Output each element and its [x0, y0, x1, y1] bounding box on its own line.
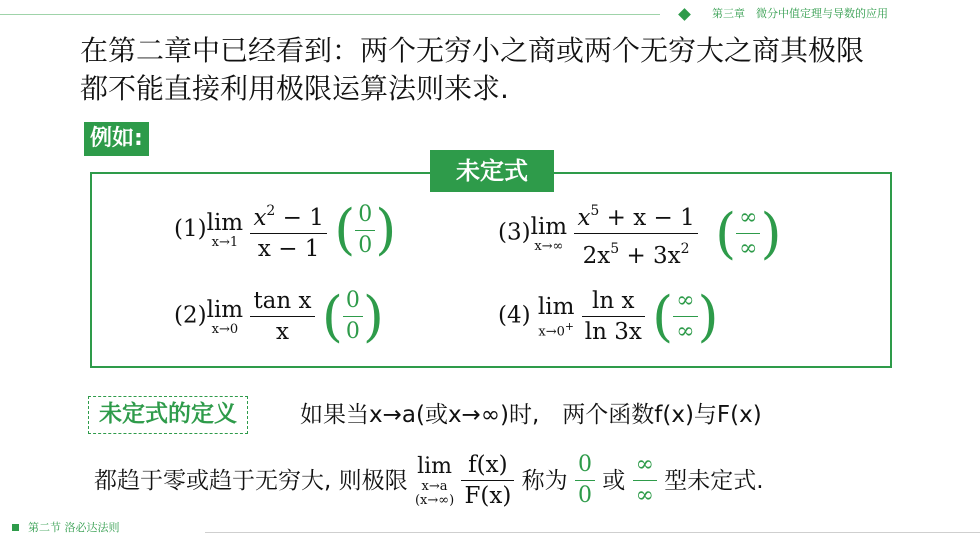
intro-line-1: 在第二章中已经看到：两个无穷小之商或两个无穷大之商其极限	[80, 34, 865, 67]
example-3-type-left-paren: (	[715, 201, 737, 265]
example-4-type: $\frac{\infty}{\infty}$	[673, 286, 697, 347]
bottom-divider	[205, 532, 980, 533]
diamond-icon	[678, 8, 691, 21]
example-1-type: $\frac{0}{0}$	[355, 200, 375, 261]
example-2-fraction: $\frac{\text{tan x}}{x}$	[250, 286, 314, 347]
example-4-number: (4)	[498, 302, 538, 329]
example-4-type-right-paren: )	[697, 284, 719, 348]
intro-line-2: 都不能直接利用极限运算法则来求.	[80, 72, 509, 105]
example-4	[498, 286, 719, 347]
definition-or: 或	[602, 467, 626, 494]
example-2-type-right-paren: )	[362, 284, 384, 348]
example-2-lim: lim x→0	[206, 296, 244, 337]
chapter-title: 第三章 微分中值定理与导数的应用	[712, 7, 888, 20]
definition-type-zero: $\frac{0}{0}$	[575, 450, 595, 511]
example-4-type-left-paren: (	[652, 284, 674, 348]
example-3	[498, 196, 782, 271]
example-4-lim: lim x→0+	[537, 293, 575, 340]
definition-line-2	[94, 440, 764, 521]
example-1	[174, 196, 396, 264]
example-2-type-left-paren: (	[321, 284, 343, 348]
example-2	[174, 286, 384, 347]
example-2-type: $\frac{0}{0}$	[343, 286, 363, 347]
square-bullet-icon	[12, 524, 19, 531]
example-1-type-left-paren: (	[334, 198, 356, 261]
intro-text	[80, 32, 900, 108]
example-3-fraction: $\frac{x^5 + x - 1}{2x^5 + 3x^2}$	[574, 196, 697, 271]
definition-label: 未定式的定义	[88, 396, 248, 434]
definition-fraction: $\frac{f(x)}{F(x)}$	[461, 450, 514, 511]
example-2-number: (2)	[174, 302, 207, 329]
section-title: 第二节 洛必达法则	[28, 521, 120, 534]
example-3-type-right-paren: )	[760, 201, 782, 265]
definition-lim: lim x→a (x→∞)	[414, 453, 455, 508]
definition-line-1: 如果当x→a(或x→∞)时, 两个函数f(x)与F(x)	[300, 402, 762, 428]
example-3-lim: lim x→∞	[530, 213, 568, 254]
definition-type-infinity: $\frac{\infty}{\infty}$	[633, 450, 657, 511]
example-3-number: (3)	[498, 219, 531, 246]
box-title: 未定式	[430, 150, 554, 192]
definition-end: 型未定式.	[664, 467, 764, 494]
definition-called: 称为	[521, 467, 568, 494]
example-1-lim: lim x→1	[206, 210, 244, 250]
definition-line-2-start: 都趋于零或趋于无穷大, 则极限	[94, 467, 408, 494]
example-1-type-right-paren: )	[375, 198, 397, 261]
top-divider	[0, 14, 660, 15]
example-1-number: (1)	[174, 216, 207, 242]
example-3-type: $\frac{\infty}{\infty}$	[736, 203, 760, 264]
example-4-fraction: $\frac{\text{ln x}}{\ln 3x}$	[582, 286, 645, 347]
example-label: 例如:	[84, 122, 149, 156]
example-1-fraction: $\frac{x^2 - 1}{x - 1}$	[250, 196, 326, 264]
